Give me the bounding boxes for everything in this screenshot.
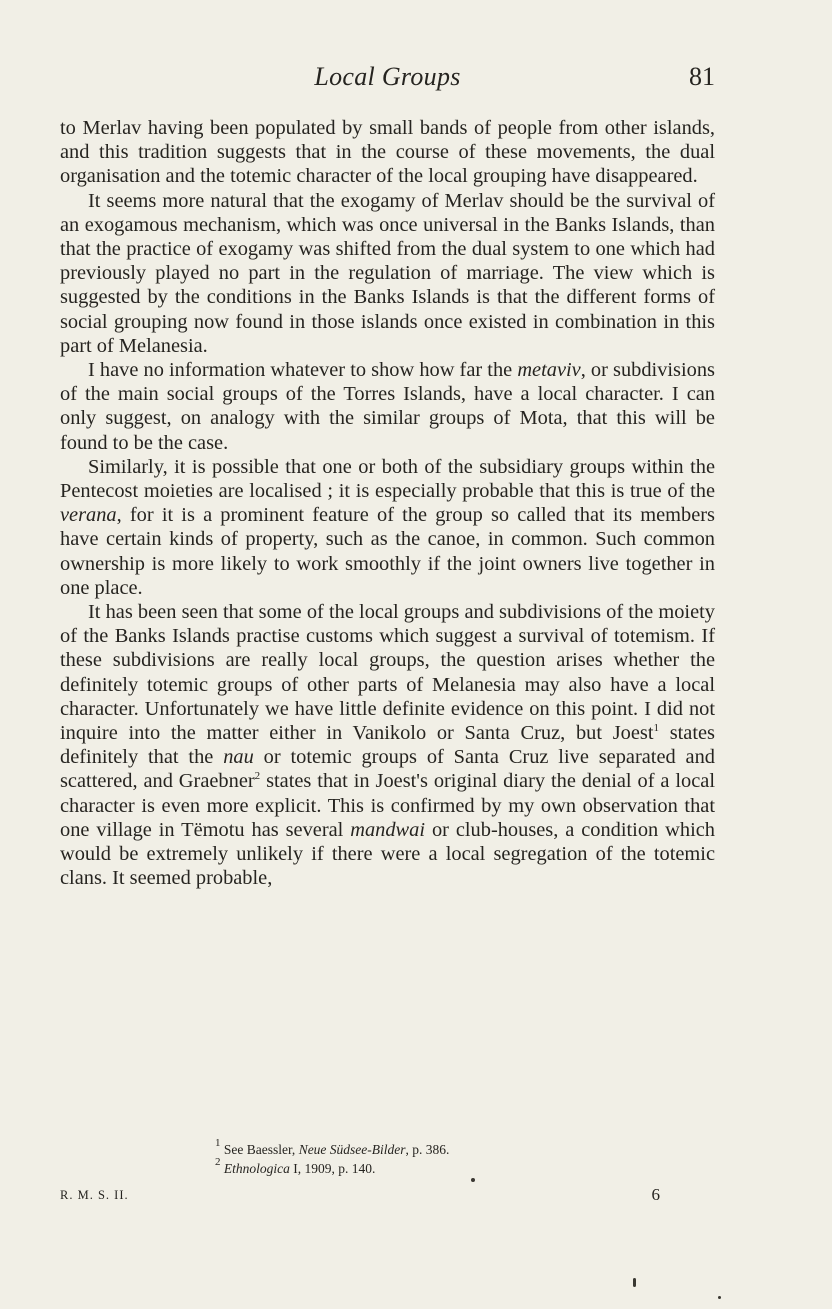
italic-term: Neue Südsee-Bilder xyxy=(298,1142,406,1157)
text-run: It has been seen that some of the local groups and subdivisions of the moiety of the Banks Islands practise customs which suggest a survival of totemism. If these subdivisions are really local groups, the question arises whether the definitely totemic groups of other parts of Melanesia may also have a local character. Unfortunately we have little definite evidence on this point. I did not inquire into the matter either in Vanikolo or Santa Cruz, but Joest xyxy=(60,601,715,745)
footnote-mark: 1 xyxy=(215,1137,221,1149)
ink-speck xyxy=(633,1278,636,1287)
paragraph xyxy=(60,116,715,189)
text-run: , p. 386. xyxy=(405,1142,450,1157)
footnote xyxy=(215,1156,635,1178)
paragraph xyxy=(60,358,715,455)
running-title: Local Groups xyxy=(314,62,461,91)
italic-term: metaviv xyxy=(517,359,581,382)
ink-speck xyxy=(718,1296,721,1299)
signature-number: 6 xyxy=(651,1185,660,1204)
italic-term: Ethnologica xyxy=(223,1161,290,1176)
footnote-ref: 1 xyxy=(653,722,659,735)
body-text xyxy=(60,116,715,891)
text-run: , for it is a prominent feature of the group so called that its members have certain kinds of property, such as the canoe, in common. Such common ownership is more likely to work smoothly if the joint owners live together in one place. xyxy=(60,504,715,599)
text-run: It seems more natural that the exogamy of Merlav should be the survival of an exogamous mechanism, which was once universal in the Banks Islands, than that the practice of exogamy was shifted from the dual system to one which had previously played no part in the regulation of marriage. The view which is suggested by the conditions in the Banks Islands is that the different forms of social grouping now found in those islands once existed in combination in this part of Melanesia. xyxy=(60,189,715,357)
italic-term: nau xyxy=(223,746,254,769)
paragraph xyxy=(60,455,715,600)
footnotes xyxy=(215,1137,635,1178)
footnote-mark: 2 xyxy=(215,1156,221,1168)
text-run: See Baessler, xyxy=(223,1142,299,1157)
paragraph xyxy=(60,600,715,890)
footnote xyxy=(215,1137,635,1159)
text-run: states that in Joest's original diary the denial of a local character is even more explicit. This is confirmed by my own observation that one village in Tëmotu has several xyxy=(60,770,715,841)
footnote-ref: 2 xyxy=(254,770,261,783)
italic-term: mandwai xyxy=(350,818,426,841)
italic-term: verana xyxy=(60,504,117,527)
page-number: 81 xyxy=(689,62,715,91)
text-run: states definitely that the xyxy=(60,722,715,769)
text-run: to Merlav having been populated by small bands of people from other islands, and this tradition suggests that in the course of these movements, the dual organisation and the totemic character of the local grouping have disappeared. xyxy=(60,117,715,188)
text-run: , or subdivisions of the main social groups of the Torres Islands, have a local character. I can only suggest, on analogy with the similar groups of Mota, that this will be found to be the case. xyxy=(60,359,715,454)
text-run: I have no information whatever to show how far the xyxy=(88,359,518,382)
signature-mark: R. M. S. II. xyxy=(60,1188,129,1202)
page-header xyxy=(60,62,715,102)
text-run: or club-houses, a condition which would be extremely unlikely if there were a local segregation of the totemic clans. It seemed probable, xyxy=(60,818,715,890)
text-run: Similarly, it is possible that one or both of the subsidiary groups within the Pentecost moieties are localised ; it is especially probable that this is true of the xyxy=(60,455,715,503)
page-footer xyxy=(60,1185,660,1208)
text-run: or totemic groups of Santa Cruz live separated and scattered, and Graebner xyxy=(60,746,716,793)
paragraph xyxy=(60,189,715,358)
ink-speck xyxy=(471,1178,475,1182)
text-run: I, 1909, p. 140. xyxy=(289,1161,376,1176)
